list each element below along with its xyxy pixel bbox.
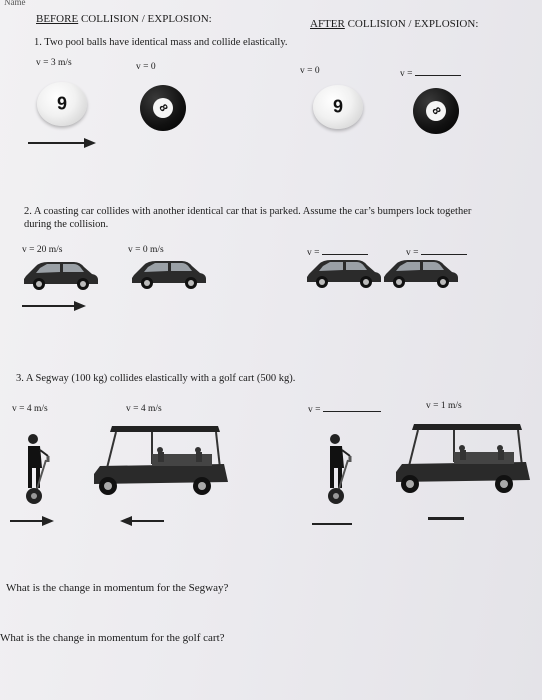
cue-ball-after-number: 9 <box>332 96 344 117</box>
answer-blank <box>323 402 381 412</box>
q3-v-after-left <box>308 402 381 415</box>
before-heading <box>36 13 212 25</box>
after-heading <box>310 18 478 30</box>
segway-rider-before <box>18 432 54 508</box>
q2-text-line2: during the collision. <box>24 219 109 230</box>
name-label: Name <box>4 0 26 7</box>
eight-ball-before <box>140 85 186 131</box>
segway-momentum-question: What is the change in momentum for the Segway? <box>6 582 229 594</box>
q1-arrow-right <box>28 136 98 150</box>
eight-ball-number: 8 <box>156 102 170 114</box>
q3-v-before-right: v = 4 m/s <box>126 404 162 414</box>
q3-v-before-left: v = 4 m/s <box>12 404 48 414</box>
q2-v-before-left: v = 20 m/s <box>22 245 63 255</box>
moving-car <box>22 258 100 290</box>
segway-after-arrow-blank <box>312 523 352 525</box>
golf-cart-before <box>90 424 230 498</box>
cart-momentum-question: What is the change in momentum for the golf cart? <box>0 632 225 644</box>
q1-v-after-right-label: v = <box>400 69 413 79</box>
eight-ball-after <box>413 88 459 134</box>
q2-text-line1: 2. A coasting car collides with another identical car that is parked. Assume the car’s bumpers lock together <box>24 206 472 217</box>
joined-car-right <box>382 256 460 288</box>
segway-rider-after <box>320 432 356 508</box>
q1-text: 1. Two pool balls have identical mass and collide elastically. <box>34 37 288 48</box>
q2-v-before-right: v = 0 m/s <box>128 245 164 255</box>
before-word: BEFORE <box>36 13 79 25</box>
q1-v-after-left: v = 0 <box>300 66 320 76</box>
q2-arrow-right <box>22 299 88 313</box>
answer-blank <box>322 245 368 255</box>
q3-v-after-right: v = 1 m/s <box>426 401 462 411</box>
after-word: AFTER <box>310 18 345 30</box>
q2-v-after-left-label: v = <box>307 248 320 258</box>
parked-car <box>130 257 208 289</box>
eight-ball-after-number: 8 <box>429 105 443 117</box>
q3-v-after-left-label: v = <box>308 405 321 415</box>
cart-after-arrow-blank <box>428 517 464 520</box>
q3-text: 3. A Segway (100 kg) collides elastically with a golf cart (500 kg). <box>16 373 296 384</box>
cue-ball-number: 9 <box>56 93 68 114</box>
golf-cart-after <box>392 422 532 496</box>
before-rest: COLLISION / EXPLOSION: <box>78 13 212 25</box>
after-rest: COLLISION / EXPLOSION: <box>344 18 479 30</box>
cue-ball-after <box>313 85 363 129</box>
answer-blank <box>415 66 461 76</box>
joined-car-left <box>305 256 383 288</box>
cue-ball-before <box>37 82 87 126</box>
q2-v-after-right-label: v = <box>406 248 419 258</box>
q1-v-before-left: v = 3 m/s <box>36 58 72 68</box>
answer-blank <box>421 245 467 255</box>
q1-v-after-right <box>400 66 461 79</box>
cart-arrow-left <box>120 514 166 528</box>
q1-v-before-right: v = 0 <box>136 62 156 72</box>
segway-arrow-right <box>10 514 56 528</box>
